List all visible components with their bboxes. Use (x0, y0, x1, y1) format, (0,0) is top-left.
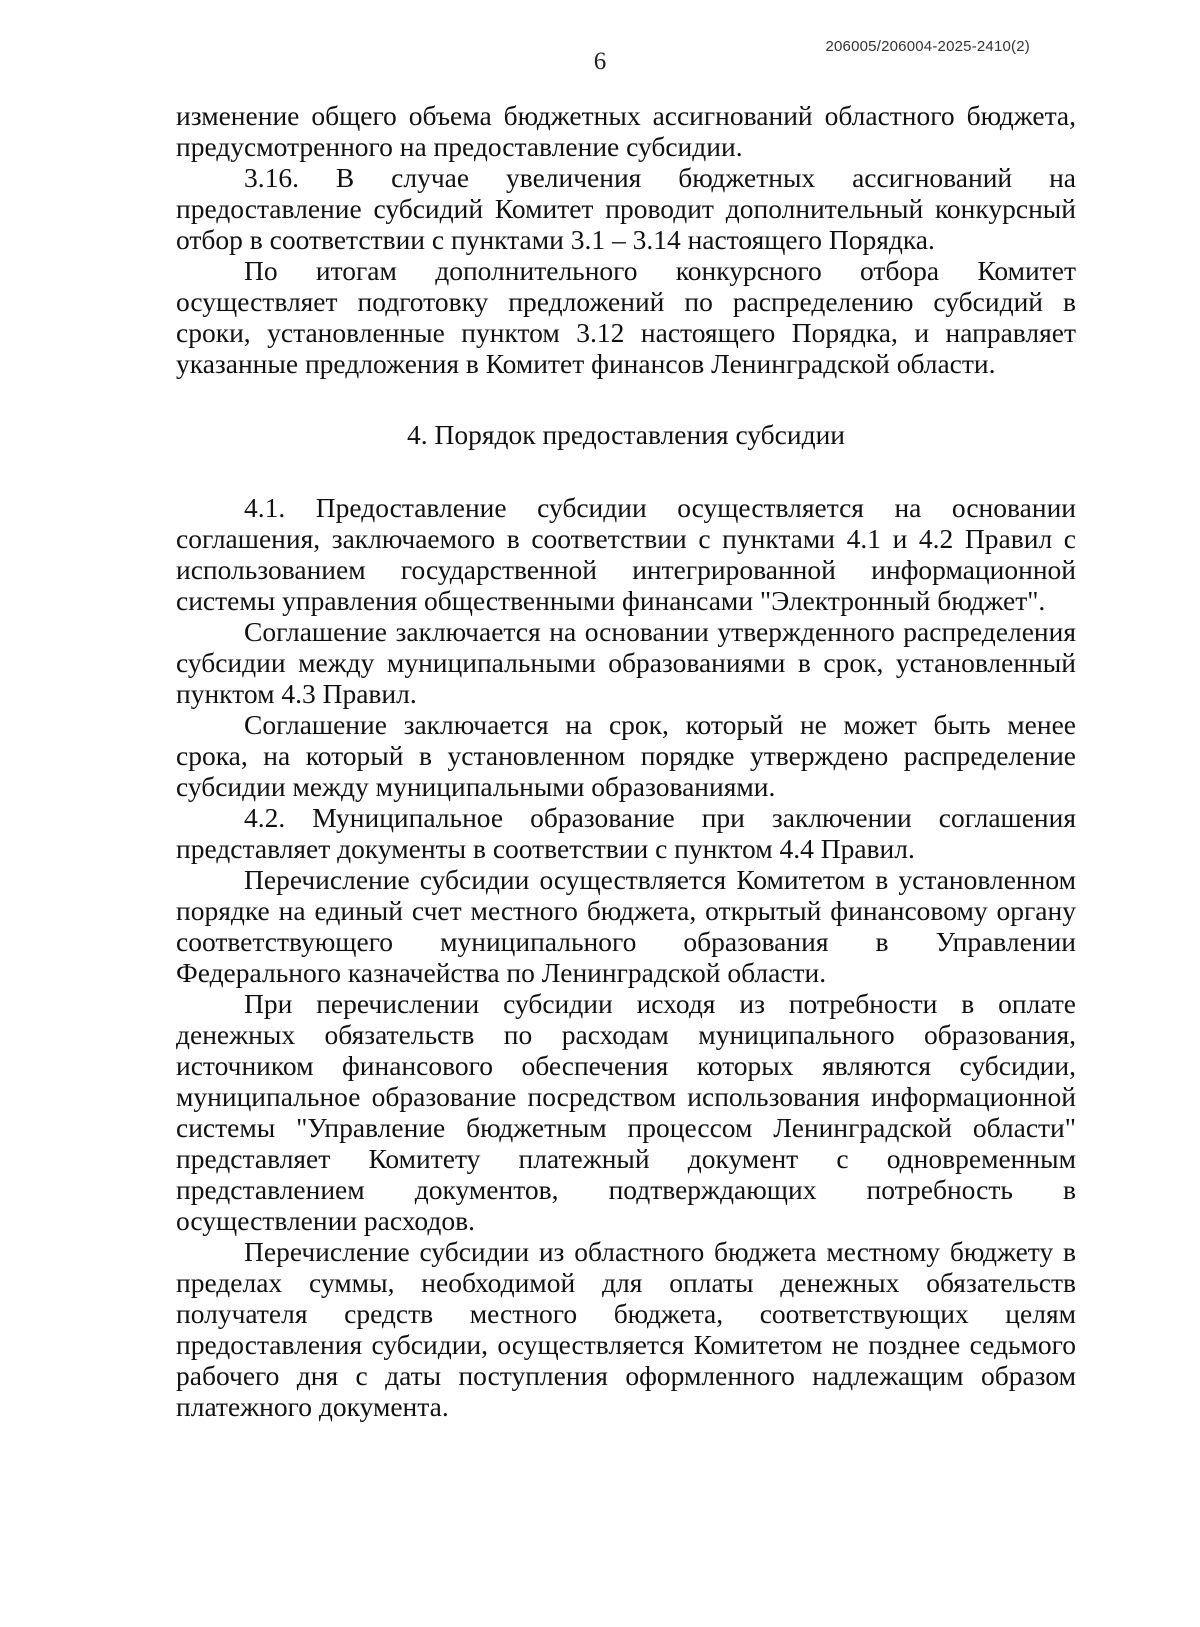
section-heading: 4. Порядок предоставления субсидии (406, 419, 846, 450)
document-id: 206005/206004-2025-2410(2) (825, 38, 1030, 55)
paragraph-additional-selection: По итогам дополнительного конкурсного отбора Комитет осуществляет подготовку предложений по распределению субсидий в сроки, установленные пунктом 3.12 настоящего Порядка, и направляет указанные предложения в Комитет финансов Ленинградской области. (176, 255, 1076, 379)
paragraph-4-1: 4.1. Предоставление субсидии осуществляется на основании соглашения, заключаемого в соответствии с пунктами 4.1 и 4.2 Правил с использованием государственной интегрированной информационной системы управления общественными финансами "Электронный бюджет". (176, 492, 1076, 616)
paragraph-transfer-need: При перечислении субсидии исходя из потребности в оплате денежных обязательств по расходам муниципального образования, источником финансового обеспечения которых являются субсидии, муниципальное образование посредством использования информационной системы "Управление бюджетным процессом Ленинградской области" представляет Комитету платежный документ с одновременным представлением документов, подтверждающих потребность в осуществлении расходов. (176, 988, 1076, 1236)
paragraph-transfer-deadline: Перечисление субсидии из областного бюджета местному бюджету в пределах суммы, необходимой для оплаты денежных обязательств получателя средств местного бюджета, соответствующих целям предоставления субсидии, осуществляется Комитетом не позднее седьмого рабочего дня с даты поступления оформленного надлежащим образом платежного документа. (176, 1236, 1076, 1422)
paragraph-agreement-basis: Соглашение заключается на основании утвержденного распределения субсидии между муниципальными образованиями в срок, установленный пунктом 4.3 Правил. (176, 616, 1076, 709)
paragraph-3-16: 3.16. В случае увеличения бюджетных ассигнований на предоставление субсидий Комитет проводит дополнительный конкурсный отбор в соответствии с пунктами 3.1 – 3.14 настоящего Порядка. (176, 162, 1076, 255)
paragraph-4-2: 4.2. Муниципальное образование при заключении соглашения представляет документы в соответствии с пунктом 4.4 Правил. (176, 802, 1076, 864)
page-number: 6 (593, 48, 607, 75)
paragraph-agreement-term: Соглашение заключается на срок, который не может быть менее срока, на который в установленном порядке утверждено распределение субсидии между муниципальными образованиями. (176, 709, 1076, 802)
document-body (176, 100, 1076, 1422)
paragraph-continuation: изменение общего объема бюджетных ассигнований областного бюджета, предусмотренного на предоставление субсидии. (176, 100, 1076, 162)
paragraph-transfer-account: Перечисление субсидии осуществляется Комитетом в установленном порядке на единый счет местного бюджета, открытый финансовому органу соответствующего муниципального образования в Управлении Федерального казначейства по Ленинградской области. (176, 864, 1076, 988)
